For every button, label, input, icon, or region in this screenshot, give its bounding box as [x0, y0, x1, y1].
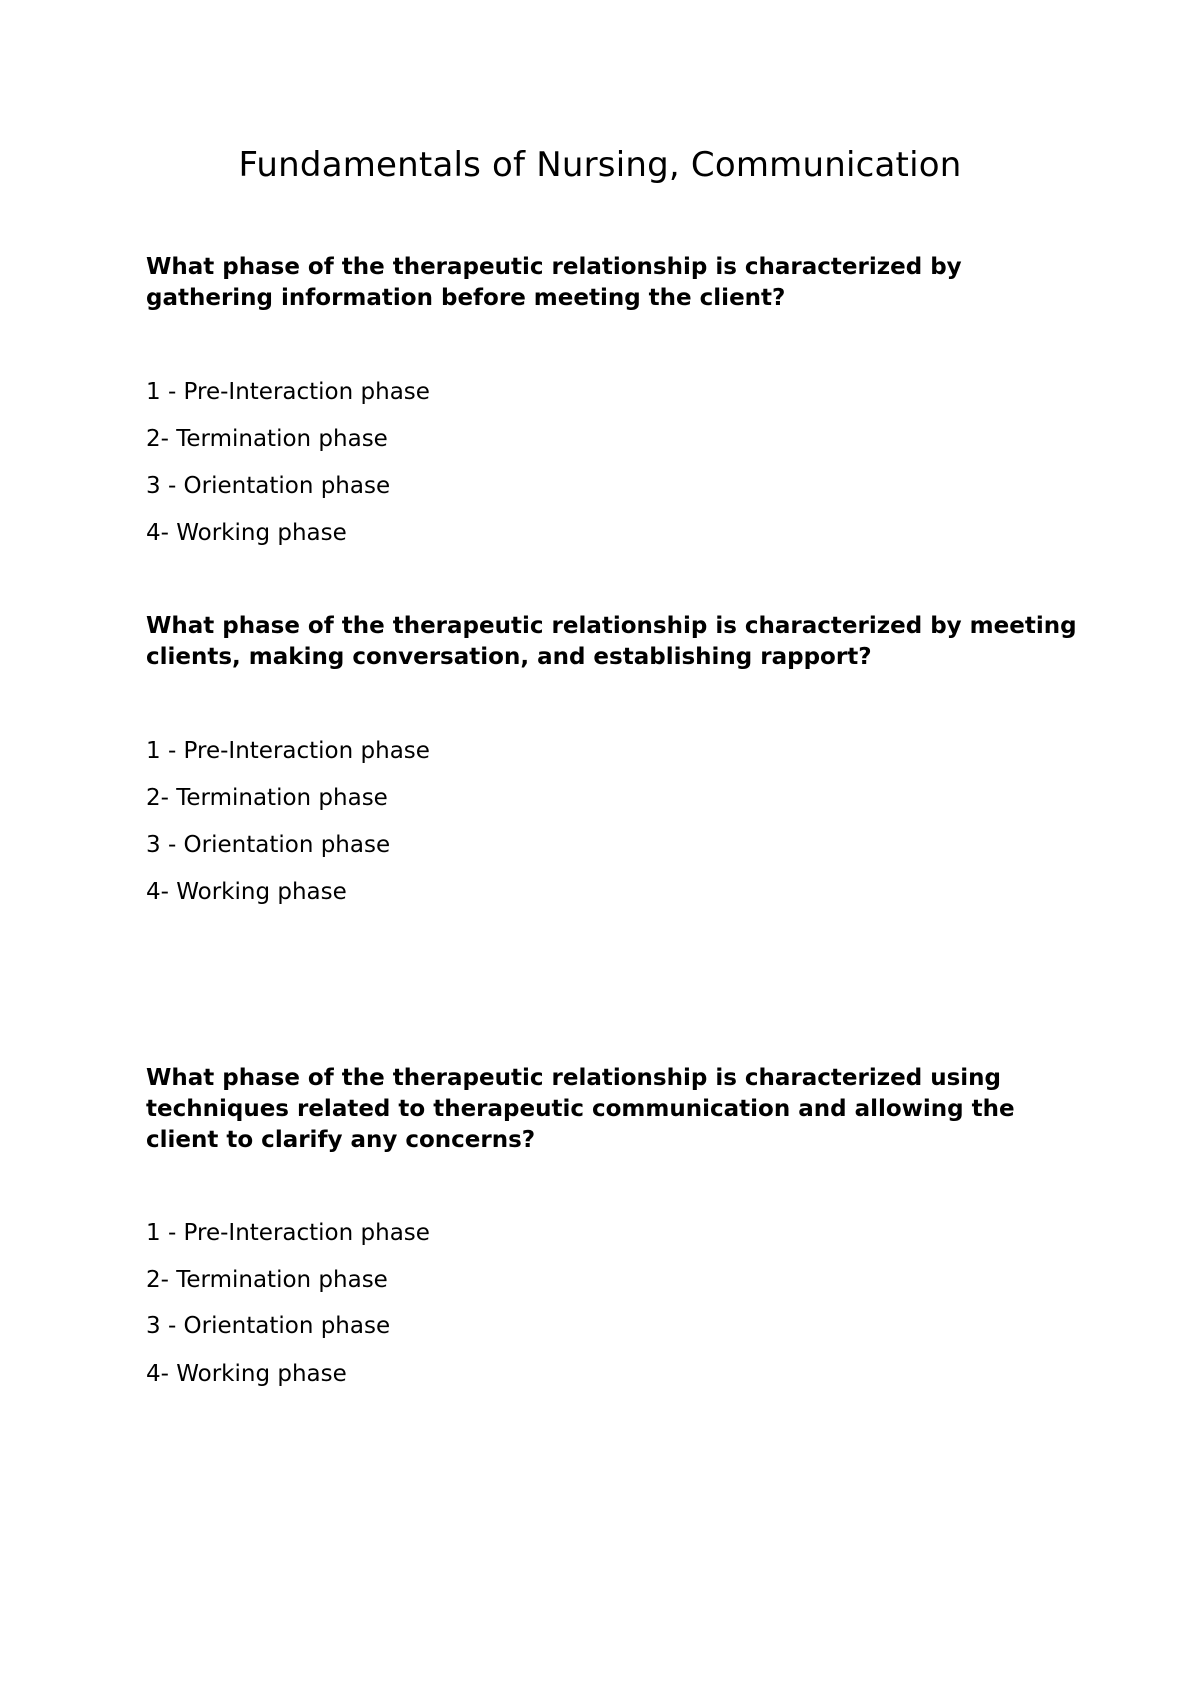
question-1-option-4: 4- Working phase — [146, 520, 347, 546]
question-3-option-4: 4- Working phase — [146, 1361, 347, 1387]
question-2-option-2: 2- Termination phase — [146, 785, 388, 811]
question-2-option-1: 1 - Pre-Interaction phase — [146, 738, 430, 764]
question-3-option-3: 3 - Orientation phase — [146, 1313, 391, 1339]
question-3-option-2: 2- Termination phase — [146, 1267, 388, 1293]
question-1-option-3: 3 - Orientation phase — [146, 473, 391, 499]
question-2-option-3: 3 - Orientation phase — [146, 832, 391, 858]
question-2-text: What phase of the therapeutic relationship is characterized by meeting clients, making conversation, and establishing rapport? — [146, 613, 1077, 670]
question-1-text: What phase of the therapeutic relationship is characterized by gathering information before meeting the client? — [146, 254, 962, 311]
question-2-option-4: 4- Working phase — [146, 879, 347, 905]
question-1-option-2: 2- Termination phase — [146, 426, 388, 452]
page-title: Fundamentals of Nursing, Communication — [238, 145, 962, 185]
question-3-option-1: 1 - Pre-Interaction phase — [146, 1220, 430, 1246]
question-1-option-1: 1 - Pre-Interaction phase — [146, 379, 430, 405]
question-3-text: What phase of the therapeutic relationship is characterized using techniques related to therapeutic communication and allowing the client to clarify any concerns? — [146, 1065, 1015, 1153]
